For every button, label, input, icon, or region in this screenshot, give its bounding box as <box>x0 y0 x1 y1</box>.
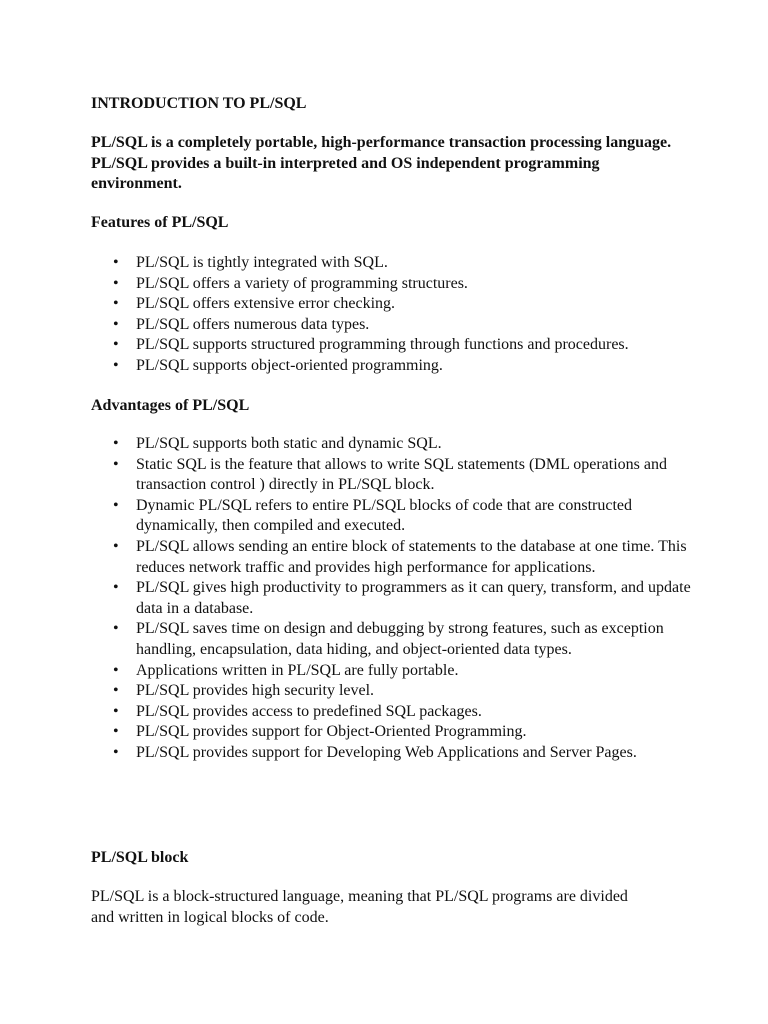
list-item: • PL/SQL provides support for Object-Oriented Programming. <box>91 722 691 743</box>
list-item: • PL/SQL offers numerous data types. <box>91 315 711 336</box>
list-item: • Applications written in PL/SQL are fully portable. <box>91 661 691 682</box>
intro-paragraph: PL/SQL is a completely portable, high-performance transaction processing language. PL/SQL provides a built-in interpreted and OS independent programming environment. <box>91 134 672 193</box>
block-heading: PL/SQL block <box>91 849 189 866</box>
list-item: • PL/SQL allows sending an entire block of statements to the database at one time. This reduces network traffic and provides high performance for applications. <box>91 537 691 578</box>
block-paragraph: PL/SQL is a block-structured language, meaning that PL/SQL programs are divided and written in logical blocks of code. <box>91 888 628 926</box>
list-item: • Static SQL is the feature that allows to write SQL statements (DML operations and transaction control ) directly in PL/SQL block. <box>91 455 691 496</box>
list-item: • PL/SQL offers a variety of programming structures. <box>91 274 711 295</box>
list-item: • PL/SQL supports object-oriented programming. <box>91 356 711 377</box>
list-item: • PL/SQL supports both static and dynamic SQL. <box>91 434 691 455</box>
list-item: • PL/SQL provides access to predefined SQL packages. <box>91 702 691 723</box>
list-item: • PL/SQL provides high security level. <box>91 681 691 702</box>
advantages-heading: Advantages of PL/SQL <box>91 397 250 414</box>
list-item: • PL/SQL gives high productivity to programmers as it can query, transform, and update data in a database. <box>91 578 691 619</box>
advantages-list <box>91 434 691 764</box>
list-item: • PL/SQL provides support for Developing Web Applications and Server Pages. <box>91 743 691 764</box>
page-title: INTRODUCTION TO PL/SQL <box>91 95 307 112</box>
list-item: • PL/SQL supports structured programming through functions and procedures. <box>91 335 711 356</box>
list-item: • PL/SQL offers extensive error checking. <box>91 294 711 315</box>
list-item: • PL/SQL saves time on design and debugging by strong features, such as exception handling, encapsulation, data hiding, and object-oriented data types. <box>91 619 691 660</box>
list-item: • PL/SQL is tightly integrated with SQL. <box>91 253 711 274</box>
list-item: • Dynamic PL/SQL refers to entire PL/SQL blocks of code that are constructed dynamically, then compiled and executed. <box>91 496 691 537</box>
features-list <box>91 253 711 377</box>
features-heading: Features of PL/SQL <box>91 214 229 231</box>
